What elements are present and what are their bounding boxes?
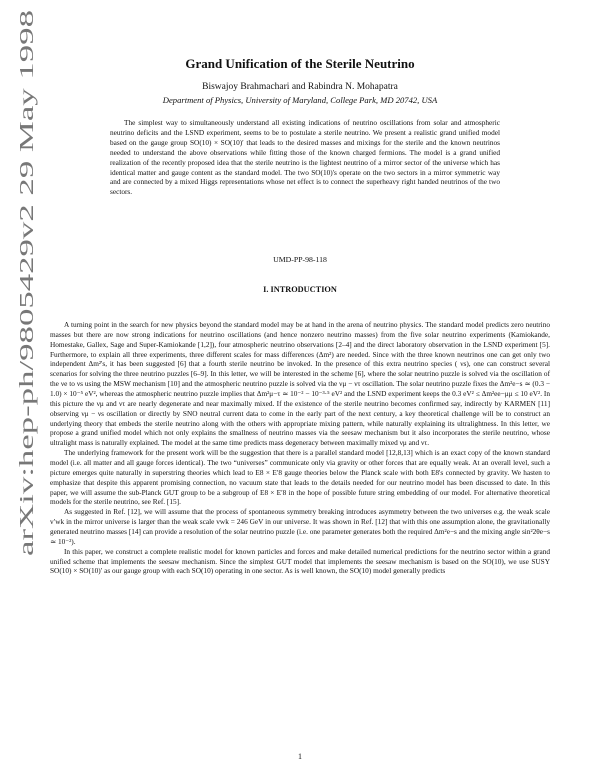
page-number: 1	[298, 752, 302, 761]
abstract: The simplest way to simultaneously understand all existing indications of neutrino oscillations from solar and atmospheric neutrino deficits and the LSND experiment, seems to be to postulate a sterile neutrino. We present a realistic grand unified model based on the gauge group SO(10) × SO(10)′ that leads to the desired masses and mixings for the sterile and the known neutrinos needed to understand the above observations while fitting those of the known charged fermions. The model is a grand unified realization of the recently proposed idea that the sterile neutrino is the lightest neutrino of a mirror sector of the universe which has identical matter and gauge content as the standard model. The two SO(10)'s operate on the two sectors in a mirror symmetric way and are connected by a mixed Higgs representations whose net effect is to connect the superheavy right handed neutrinos of the two sectors.	[110, 118, 500, 197]
paper-title: Grand Unification of the Sterile Neutrino	[185, 56, 415, 71]
affiliation: Department of Physics, University of Maryland, College Park, MD 20742, USA	[162, 95, 438, 105]
arxiv-stamp	[2, 0, 42, 776]
body-text	[50, 320, 550, 576]
paragraph: The underlying framework for the present work will be the suggestion that there is a parallel standard model [12,8,13] which is an exact copy of the known standard model (i.e. all matter and all gauge forces identical). The two “universes” communicate only via gravity or other forces that are equally weak. At an overall level, such a picture emerges quite naturally in superstring theories which lead to E8 × E′8 gauge theories below the Planck scale with both E8's connected by gravity. We hasten to emphasize that despite this apparent promising connection, no vacuum state that leads to the details needed for our neutrino model has been discussed to date. In this paper, we will assume the sub-Planck GUT group to be a subgroup of E8 × E′8 in the hope of possible future string embedding of our model. For alternative theoretical models for the sterile neutrino, see Ref. [15].	[50, 448, 550, 507]
authors: Biswajoy Brahmachari and Rabindra N. Mohapatra	[202, 82, 398, 92]
svg-text:arXiv:hep-ph/9805429v2 29 May: arXiv:hep-ph/9805429v2 29 May 1998	[17, 249, 38, 556]
section-heading: I. INTRODUCTION	[263, 285, 337, 294]
report-number: UMD-PP-98-118	[273, 255, 327, 264]
paragraph: In this paper, we construct a complete realistic model for known particles and forces and make detailed numerical predictions for the neutrino sector within a grand unified scheme that implements the seesaw mechanism. Since the simplest GUT model that implements the seesaw mechanism is based on the SO(10), we use SUSY SO(10) × SO(10)′ as our gauge group with each SO(10) operating in one sector. As is well known, the SO(10) model generally predicts	[50, 546, 550, 576]
paragraph: A turning point in the search for new physics beyond the standard model may be at hand in the arena of neutrino physics. The standard model predicts zero neutrino masses but there are now strong indications for neutrino oscillations (and hence nonzero neutrino masses) from the five solar neutrino experiments (Kamiokande, Homestake, Gallex, Sage and Super-Kamiokande [1,2]), four atmospheric neutrino observations [2–4] and the direct laboratory observation in the LSND experiment [5]. Furthermore, to explain all three experiments, three different scales for mass differences (Δm²) are needed. Since with the three known neutrinos one can get only two independent Δm²'s, it has been suggested [6] that a fourth sterile neutrino be invoked. In the presence of this extra neutrino species ( νs), one can construct several scenarios for solving the three neutrino puzzles [6–9]. In this letter, we will be interested in the scheme [6], where the solar neutrino puzzle is solved via the oscillation of the νe to νs using the MSW mechanism [10] and the atmospheric neutrino puzzle is solved via the νμ − ντ oscillation. The solar neutrino puzzle fixes the Δm²e−s ≃ (0.3 − 1.0) × 10⁻⁵ eV², whereas the atmospheric neutrino puzzle implies that Δm²μ−τ ≃ 10⁻² − 10⁻³·⁵ eV² and the LSND experiment keeps the 0.3 eV² ≤ Δm²ee−μμ ≤ 10 eV². In this picture the νμ and ντ are nearly degenerate and near maximally mixed. If the existence of the sterile neutrino becomes confirmed say, indirectly by KARMEN [11] observing νμ − νs oscillation or directly by SNO neutral current data to come in the early part of the next century, a key theoretical challenge will be to construct an underlying theory that embeds the sterile neutrino along with the others with appropriate mixing pattern, while naturally explaining its ultralightness. In this letter, we propose a grand unified model which not only explains the smallness of neutrino masses via the seesaw mechanism but it also incorporates the sterile neutrino, whose ultralight mass is naturally explained. The model at the same time predicts mass degeneracy between maximally mixed νμ and ντ.	[50, 320, 550, 448]
paragraph: As suggested in Ref. [12], we will assume that the process of spontaneous symmetry breaking introduces asymmetry between the two universes e.g. the weak scale v′wk in the mirror universe is larger than the weak scale vwk = 246 GeV in our universe. It was shown in Ref. [12] that with this one assumption alone, the gravitationally generated neutrino masses [14] can provide a resolution of the solar neutrino puzzle (i.e. one parameter generates both the required Δm²e−s and the mixing angle sin²2θe−s ≃ 10⁻²).	[50, 507, 550, 546]
